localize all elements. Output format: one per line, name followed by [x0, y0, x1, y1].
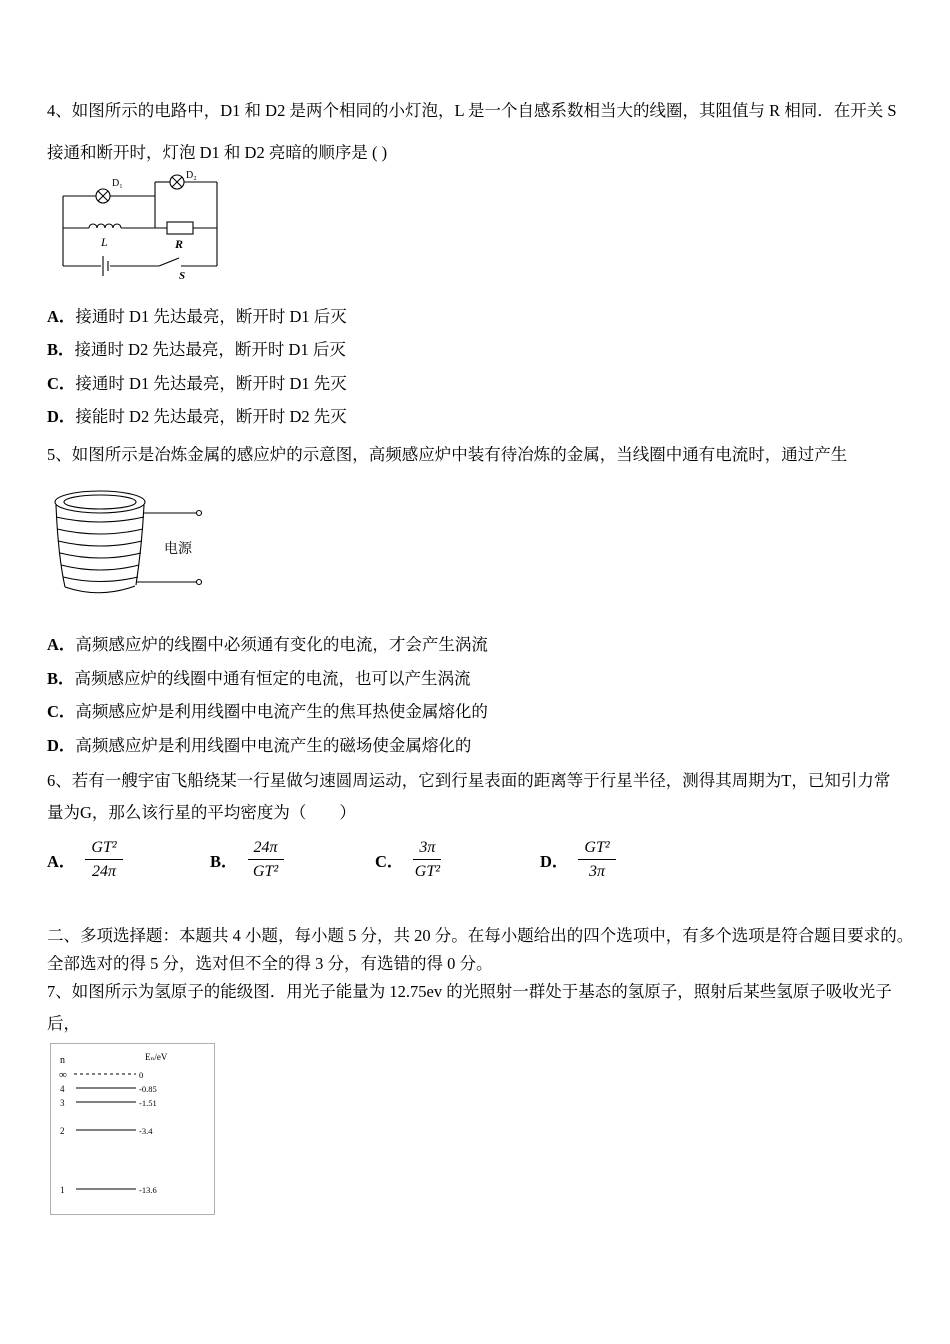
furnace-coil-turn: [56, 517, 144, 522]
level-e-1: -13.6: [139, 1185, 157, 1195]
q4-text-line2: 接通和断开时，灯泡 D1 和 D2 亮暗的顺序是 ( ): [47, 143, 388, 162]
level-e-infinity: 0: [139, 1070, 144, 1080]
option-letter: B．: [47, 669, 75, 688]
furnace-crucible: [55, 491, 145, 593]
fraction-denominator: GT²: [252, 863, 279, 881]
q6-options-row: [0, 838, 950, 898]
q6-option-a: [47, 838, 123, 881]
q4-text-line1: 4、如图所示的电路中，D1 和 D2 是两个相同的小灯泡，L 是一个自感系数相当大的线圈，其阻值与 R 相同．在开关 S: [47, 101, 897, 120]
q6-text-line2: 量为G，那么该行星的平均密度为（ ）: [47, 803, 356, 822]
q4-circuit-diagram: [55, 168, 225, 282]
inductor-icon: [89, 224, 121, 228]
option-text: 高频感应炉是利用线圈中电流产生的焦耳热使金属熔化的: [75, 702, 488, 721]
power-terminal-bottom: [197, 580, 202, 585]
level-n-2: 2: [60, 1126, 65, 1136]
option-letter: B．: [210, 851, 238, 871]
q7-text-line1: 7、如图所示为氢原子的能级图．用光子能量为 12.75ev 的光照射一群处于基态的氢原子，照射后某些氢原子吸收光子: [47, 982, 892, 1001]
option-letter: D．: [540, 851, 569, 871]
fraction-denominator: 3π: [589, 863, 606, 881]
q5-option-c: [47, 698, 488, 722]
section2-header-line2: 全部选对的得 5 分，选对但不全的得 3 分，有选错的得 0 分。: [47, 954, 493, 973]
fraction: [578, 838, 615, 881]
option-letter: D．: [47, 736, 76, 755]
option-text: 高频感应炉的线圈中通有恒定的电流，也可以产生涡流: [74, 669, 471, 688]
option-letter: C．: [47, 702, 76, 721]
fraction-numerator: 3π: [413, 838, 441, 860]
fraction: [413, 838, 441, 881]
q5-option-d: [47, 732, 471, 756]
fraction-denominator: GT²: [414, 863, 441, 881]
option-letter: C．: [375, 851, 404, 871]
option-letter: A．: [47, 307, 76, 326]
energy-axis-label: Eₙ/eV: [145, 1052, 168, 1062]
q4-option-c: [47, 370, 347, 394]
q5-text-line1: 5、如图所示是冶炼金属的感应炉的示意图，高频感应炉中装有待冶炼的金属，当线圈中通有电流时，通过产生: [47, 445, 848, 464]
option-letter: D．: [47, 407, 76, 426]
level-n-infinity: ∞: [59, 1069, 67, 1081]
q4-option-a: [47, 303, 347, 327]
resistor-icon: [167, 222, 193, 234]
section2-header-line1: 二、多项选择题：本题共 4 小题，每小题 5 分，共 20 分。在每小题给出的四个选项中，有多个选项是符合题目要求的。: [47, 926, 914, 945]
fraction: [85, 838, 122, 881]
fraction-numerator: GT²: [85, 838, 122, 860]
fraction-denominator: 24π: [92, 863, 117, 881]
option-text: 高频感应炉是利用线圈中电流产生的磁场使金属熔化的: [75, 736, 472, 755]
option-letter: A．: [47, 851, 76, 871]
fraction-numerator: GT²: [578, 838, 615, 860]
option-letter: B．: [47, 340, 75, 359]
q7-text-line2: 后，: [47, 1014, 80, 1033]
level-n-3: 3: [60, 1098, 65, 1108]
n-column-label: n: [60, 1055, 65, 1066]
q6-text-line1: 6、若有一艘宇宙飞船绕某一行星做匀速圆周运动，它到行星表面的距离等于行星半径，测得其周期为T，已知引力常: [47, 771, 891, 790]
fraction-numerator: 24π: [248, 838, 284, 860]
level-e-2: -3.4: [139, 1126, 153, 1136]
q6-option-d: [540, 838, 616, 881]
q5-option-a: [47, 631, 488, 655]
level-e-4: -0.85: [139, 1084, 157, 1094]
level-n-4: 4: [60, 1084, 65, 1094]
option-text: 接通时 D1 先达最亮，断开时 D1 后灭: [75, 307, 347, 326]
switch-icon: [159, 258, 179, 266]
option-text: 接通时 D1 先达最亮，断开时 D1 先灭: [75, 374, 347, 393]
q6-option-b: [210, 838, 284, 881]
level-n-1: 1: [60, 1185, 65, 1195]
q7-energy-level-diagram: [50, 1043, 215, 1215]
q5-option-b: [47, 665, 471, 689]
q4-option-d: [47, 403, 347, 427]
q4-option-b: [47, 336, 346, 360]
level-e-3: -1.51: [139, 1098, 157, 1108]
option-text: 接能时 D2 先达最亮，断开时 D2 先灭: [75, 407, 347, 426]
option-letter: A．: [47, 635, 76, 654]
resistor-label: R: [175, 237, 184, 251]
option-text: 接通时 D2 先达最亮，断开时 D1 后灭: [74, 340, 346, 359]
option-text: 高频感应炉的线圈中必须通有变化的电流，才会产生涡流: [75, 635, 488, 654]
switch-label: S: [179, 270, 186, 282]
battery-icon: [103, 256, 108, 276]
option-letter: C．: [47, 374, 76, 393]
bulb-d1-icon: [96, 189, 110, 203]
fraction: [248, 838, 284, 881]
d1-label: D₁: [112, 178, 123, 189]
bulb-d2-icon: [170, 175, 184, 189]
d2-label: D₂: [186, 170, 197, 181]
power-terminal-top: [197, 511, 202, 516]
q5-furnace-diagram: [48, 485, 223, 623]
power-label: 电源: [164, 542, 192, 557]
q6-option-c: [375, 838, 441, 881]
inductor-label: L: [101, 235, 108, 249]
